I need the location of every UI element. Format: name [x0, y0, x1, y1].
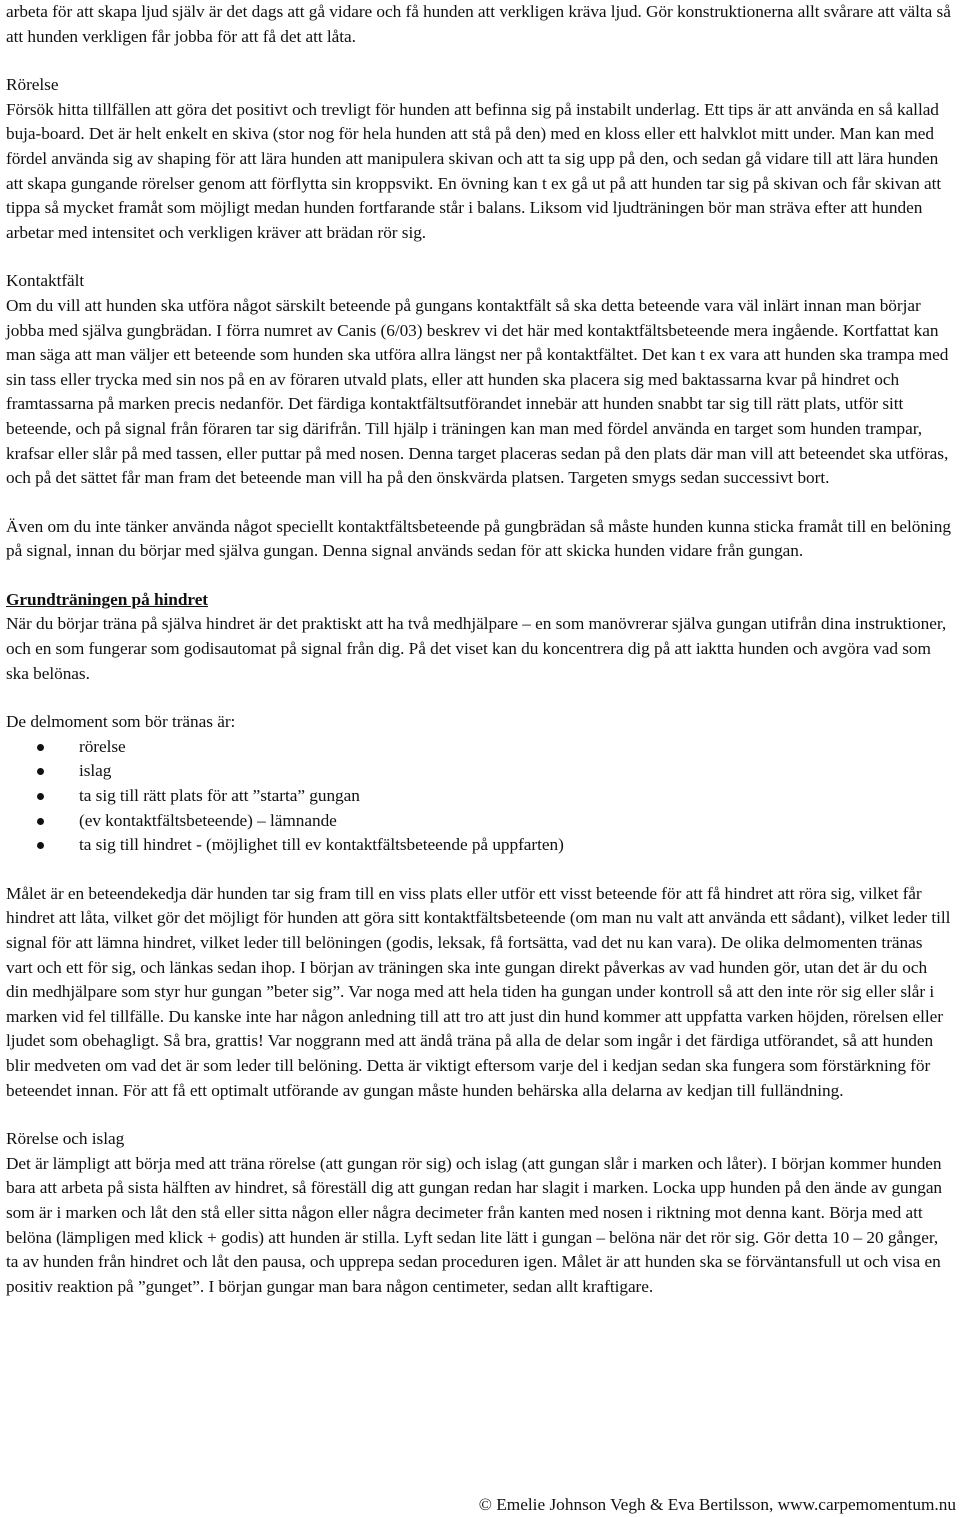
rorelse-paragraph: Försök hitta tillfällen att göra det positivt och trevligt för hunden att befinna sig på instabilt underlag. Ett tips är att använda en så kallad buja-board. Det är helt enkelt en skiva (stor nog för hela hunden att stå på den) med en kloss eller ett halvklot mitt under. Man kan med fördel använda sig av shaping för att lära hunden att manipulera skivan och att ta sig upp på den, och sedan gå vidare till att lära hunden att skapa gungande rörelser genom att förflytta sin kroppsvikt. En övning kan t ex gå ut på att hunden tar sig på skivan och får skivan att tippa så mycket framåt som möjligt medan hunden fortfarande står i balans. Liksom vid ljudträningen bör man sträva efter att hunden arbetar med intensitet och verkligen kräver att brädan rör sig.: [6, 99, 942, 242]
list-item-text: (ev kontaktfältsbeteende) – lämnande: [79, 810, 337, 830]
spacer: [6, 245, 952, 269]
spacer: [6, 491, 952, 515]
spacer: [6, 858, 952, 882]
document-page: [6, 0, 952, 1299]
aven-om-paragraph: Även om du inte tänker använda något speciellt kontaktfältsbeteende på gungbrädan så måste hunden kunna sticka framåt till en belöning på signal, innan du börjar med själva gungan. Denna signal används sedan för att skicka hunden vidare från gungan.: [6, 516, 951, 561]
bullet-icon: [37, 768, 44, 775]
list-item-text: ta sig till rätt plats för att ”starta” gungan: [79, 786, 360, 806]
grundtraningen-paragraph: När du börjar träna på själva hindret är det praktiskt att ha två medhjälpare – en som manövrerar själva gungan utifrån dina instruktioner, och en som fungerar som godisautomat på signal från dig. På det viset kan du koncentrera dig på att iaktta hunden och avgöra vad som ska belönas.: [6, 614, 947, 683]
bullet-icon: [37, 744, 44, 751]
footer-copyright: © Emelie Johnson Vegh & Eva Bertilsson, www.carpemomentum.nu: [478, 1495, 956, 1514]
intro-paragraph: arbeta för att skapa ljud själv är det dags att gå vidare och få hunden att verkligen kräva ljud. Gör konstruktionerna allt svårare att välta så att hunden verkligen får jobba för att få det att låta.: [6, 2, 951, 46]
malet-paragraph: Målet är en beteendekedja där hunden tar sig fram till en viss plats eller utför ett visst beteende för att få hindret att röra sig, vilket får hindret att låta, vilket gör det möjligt för hunden att göra sitt kontaktfältsbeteende (om man nu valt att använda ett sådant), vilket leder till signal för att lämna hindret, vilket leder till belöningen (godis, leksak, få fortsätta, vad det nu kan vara). De olika delmomenten tränas vart och ett för sig, och länkas sedan ihop. I början av träningen ska inte gungan direkt påverkas av vad hunden gör, utan det är du och din medhjälpare som styr hur gungan ”beter sig”. Var noga med att hela tiden ha gungan under kontroll så att den inte rör sig eller slår i marken vid fel tillfälle. Du kanske inte har någon anledning till att tro att just din hund kommer att uppfatta varken höjden, rörelsen eller ljudet som obehagligt. Så bra, grattis! Var noggrann med att ändå träna på alla de delar som ingår i det färdiga utförandet, så att hunden blir medveten om vad det är som leder till belöning. Detta är viktigt eftersom varje del i kedjan sedan ska fungera som förstärkning för beteendet innan. För att få ett optimalt utförande av gungan måste hunden behärska alla delarna av kedjan till fulländning.: [6, 883, 951, 1100]
kontaktfalt-paragraph: Om du vill att hunden ska utföra något särskilt beteende på gungans kontaktfält så ska detta beteende vara väl inlärt innan man börjar jobba med själva gungbrädan. I förra numret av Canis (6/03) beskrev vi det här med kontaktfältsbeteende mera ingående. Kortfattat kan man säga att man väljer ett beteende som hunden ska utföra allra längst ner på kontaktfältet. Det kan t ex vara att hunden ska trampa med sin tass eller trycka med sin nos på en av föraren utvald plats, eller att hunden ska placera sig med baktassarna kvar på hindret och framtassarna på marken precis nedanför. Det färdiga kontaktfältsutförandet innebär att hunden snabbt tar sig till rätt plats, utför sitt beteende, och på signal från föraren tar sig därifrån. Till hjälp i träningen kan man med fördel använda en target som hunden trampar, krafsar eller slår på med tassen, eller puttar på med nosen. Denna target placeras sedan på den plats där man vill att beteendet ska utföras, och på det sättet får man fram det beteende man vill ha på den önskvärda platsen. Targeten smygs sedan successivt bort.: [6, 295, 949, 488]
list-item-text: ta sig till hindret - (möjlighet till ev kontaktfältsbeteende på uppfarten): [79, 835, 564, 855]
spacer: [6, 686, 952, 710]
section-heading-kontaktfalt: Kontaktfält: [6, 271, 85, 291]
spacer: [6, 1103, 952, 1127]
rorelse-och-islag-paragraph: Det är lämpligt att börja med att träna rörelse (att gungan rör sig) och islag (att gungan slår i marken och låter). I början kommer hunden bara att arbeta på sista hälften av hindret, så föreställ dig att gungan redan har slagit i marken. Locka upp hunden på den ände av gungan som är i marken och låt den stå eller sitta någon eller några decimeter från kanten med nosen i riktning mot denna kant. Börja med att belöna (lämpligen med klick + godis) att hunden är stilla. Lyft sedan lite lätt i gungan – belöna när det rör sig. Gör detta 10 – 20 gånger, ta av hunden från hindret och låt den pausa, och upprepa sedan proceduren igen. Målet är att hunden ska se förväntansfull ut och visa en positiv reaktion på ”gunget”. I början gungar man bara någon centimeter, sedan allt kraftigare.: [6, 1153, 943, 1296]
list-item: [6, 759, 952, 784]
section-heading-rorelse-och-islag: Rörelse och islag: [6, 1129, 125, 1149]
spacer: [6, 49, 952, 73]
list-item: [6, 833, 952, 858]
spacer: [6, 564, 952, 588]
section-heading-grundtraningen: Grundträningen på hindret: [6, 589, 209, 609]
bullet-icon: [37, 842, 44, 849]
list-item-text: rörelse: [79, 736, 126, 756]
list-item: [6, 735, 952, 760]
section-heading-rorelse: Rörelse: [6, 75, 59, 95]
list-item: [6, 784, 952, 809]
delmoment-intro: De delmoment som bör tränas är:: [6, 712, 236, 732]
bullet-icon: [37, 793, 44, 800]
delmoment-list: [6, 735, 952, 858]
bullet-icon: [37, 818, 44, 825]
list-item-text: islag: [79, 761, 112, 781]
list-item: [6, 809, 952, 834]
